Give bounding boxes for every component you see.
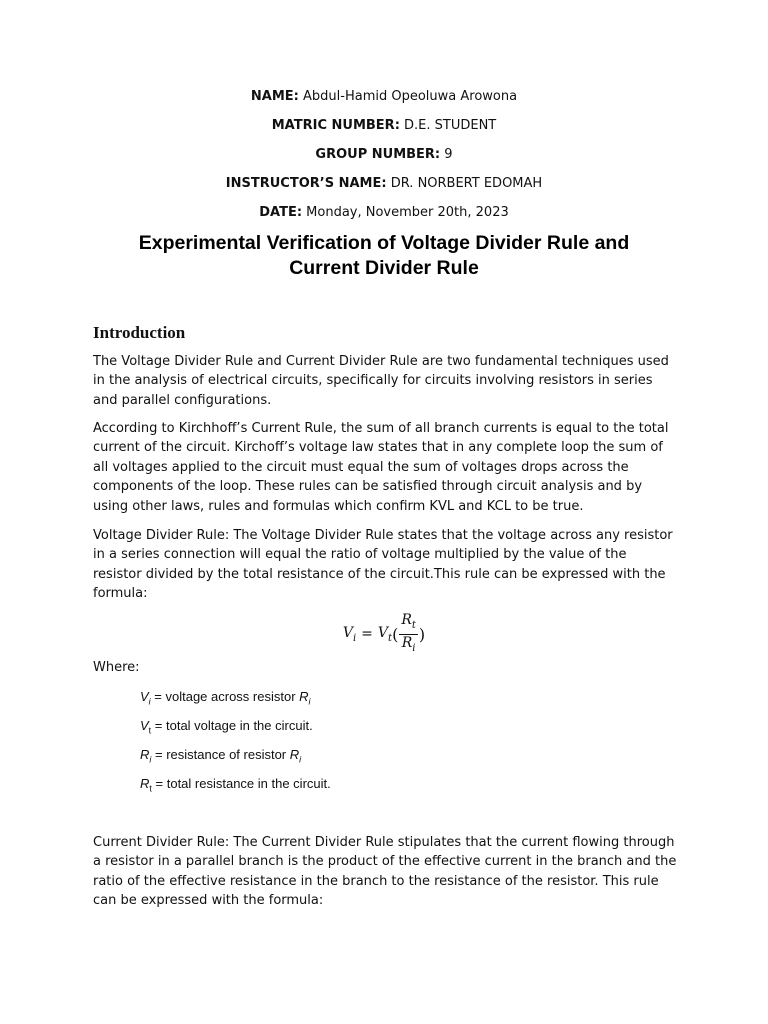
intro-paragraph-2: According to Kirchhoff’s Current Rule, the sum of all branch currents is equal to the total current of the circuit. Kirchoff’s voltage law states that in any complete loop the sum of all voltages applied to the circuit must equal the sum of voltages drops across the components of the loop. These rules can be satisfied through circuit analysis and by using other laws, rules and formulas which confirm KVL and KCL to be true.	[93, 421, 669, 514]
current-divider-paragraph: Current Divider Rule: The Current Divider Rule stipulates that the current flowing through a resistor in a parallel branch is the product of the effective current in the branch and the ratio of the effective resistance in the branch to the resistance of the resistor. This rule can be expressed with the formula:	[93, 835, 677, 909]
date-value: Monday, November 20th, 2023	[306, 205, 509, 220]
matric-value: D.E. STUDENT	[404, 118, 497, 133]
name-label: NAME:	[250, 89, 299, 104]
intro-paragraph-1: The Voltage Divider Rule and Current Divider Rule are two fundamental techniques used in the analysis of electrical circuits, specifically for circuits involving resistors in series and parallel configurations.	[93, 354, 669, 408]
definition-item: $V_i$ = voltage across resistor $R_i$	[140, 689, 311, 707]
definition-item: $V_t$ = total voltage in the circuit.	[140, 718, 313, 736]
where-label: Where:	[93, 660, 140, 675]
matric-number-line	[0, 117, 768, 134]
formula-rhs: $V_t$	[377, 624, 393, 644]
definition-item: $R_i$ = resistance of resistor $R_i$	[140, 747, 302, 765]
instructor-name-line	[0, 175, 768, 192]
document-title	[60, 231, 708, 281]
formula-equals: =	[361, 626, 373, 643]
formula-lhs: $V_i$	[342, 624, 357, 644]
voltage-divider-paragraph: Voltage Divider Rule: The Voltage Divider Rule states that the voltage across any resistor in a series connection will equal the ratio of voltage multiplied by the value of the resistor divided by the total resistance of the circuit.This rule can be expressed with the formula:	[93, 528, 673, 602]
definition-item: $R_t$ = total resistance in the circuit.	[140, 776, 331, 794]
instructor-label: INSTRUCTOR’S NAME:	[225, 176, 387, 191]
group-label: GROUP NUMBER:	[315, 147, 441, 162]
date-label: DATE:	[259, 205, 303, 220]
group-value: 9	[444, 147, 453, 162]
formula-close-paren: )	[418, 624, 426, 644]
title-line-1: Experimental Verification of Voltage Divider Rule and	[138, 232, 630, 254]
title-line-2: Current Divider Rule	[289, 257, 479, 279]
group-number-line	[0, 146, 768, 163]
formula-open-paren: (	[392, 624, 399, 644]
student-name-line	[0, 88, 768, 105]
date-line	[0, 204, 768, 221]
formula-denominator: $R_i$	[401, 634, 416, 654]
introduction-heading: Introduction	[93, 323, 186, 342]
name-value: Abdul-Hamid Opeoluwa Arowona	[303, 89, 518, 104]
instructor-value: DR. NORBERT EDOMAH	[390, 176, 543, 191]
formula-numerator: $R_t$	[399, 612, 418, 635]
formula-fraction	[399, 612, 418, 657]
matric-label: MATRIC NUMBER:	[271, 118, 400, 133]
voltage-divider-formula	[0, 612, 768, 657]
